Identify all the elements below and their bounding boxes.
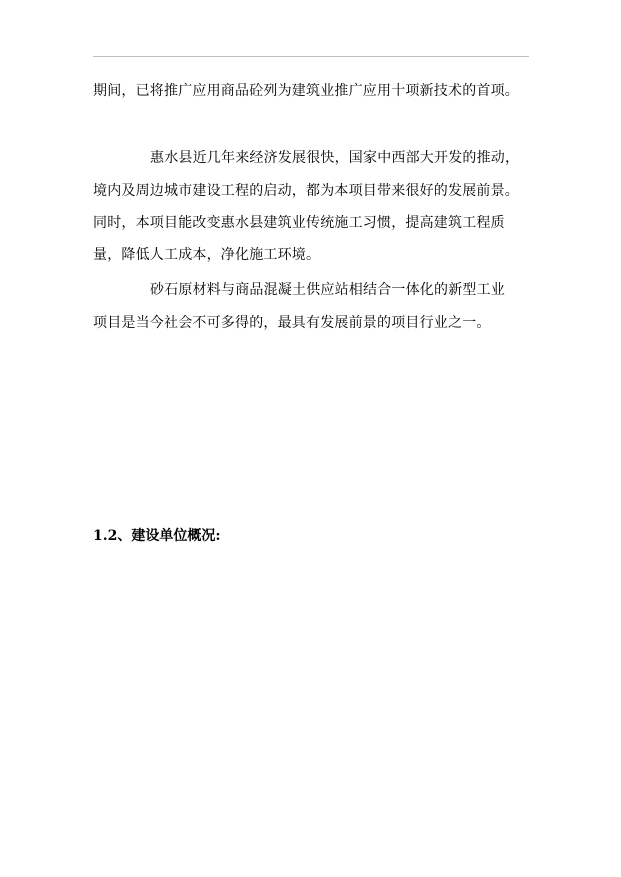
- paragraph2-line3: 同时，本项目能改变惠水县建筑业传统施工习惯，提高建筑工程质: [93, 215, 505, 231]
- paragraph3-line1: 砂石原材料与商品混凝土供应站相结合一体化的新型工业: [150, 282, 505, 298]
- paragraph-tail-line: 期间，已将推广应用商品砼列为建筑业推广应用十项新技术的首项。: [93, 83, 519, 99]
- paragraph3-line2: 项目是当今社会不可多得的，最具有发展前景的项目行业之一。: [93, 315, 491, 331]
- header-divider: [93, 56, 529, 57]
- paragraph2-line1: 惠水县近几年来经济发展很快，国家中西部大开发的推动，: [150, 150, 520, 166]
- paragraph2-line2: 境内及周边城市建设工程的启动，都为本项目带来很好的发展前景。: [93, 183, 519, 199]
- paragraph2-line4: 量，降低人工成本，净化施工环境。: [93, 247, 321, 263]
- section-heading: 1.2、建设单位概况:: [93, 528, 221, 544]
